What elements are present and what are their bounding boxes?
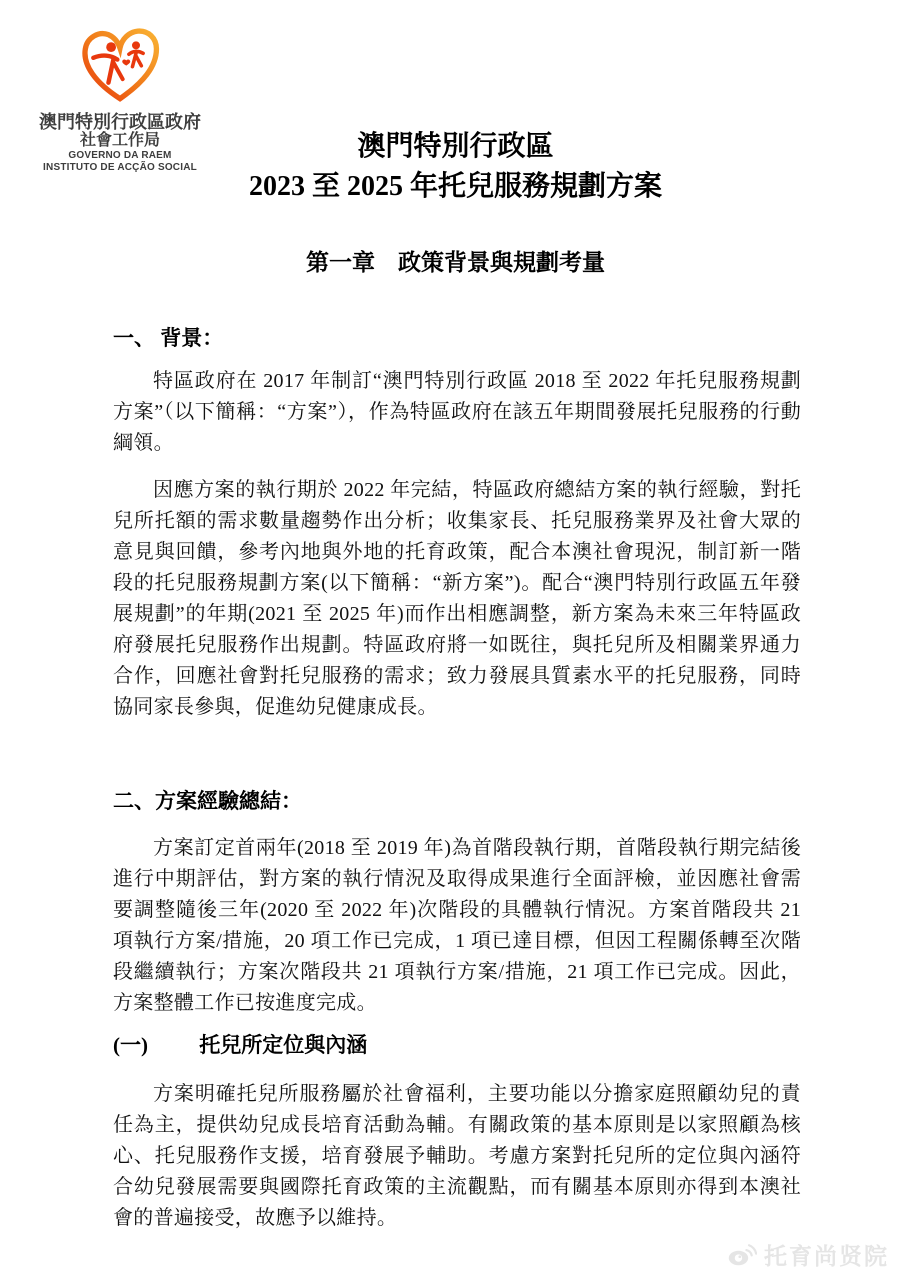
subsection-1-heading	[113, 1032, 801, 1058]
document-title-line1: 澳門特別行政區	[357, 131, 554, 162]
chapter-heading: 第一章 政策背景與規劃考量	[306, 250, 605, 275]
heart-logo-icon	[75, 24, 165, 104]
document-title	[0, 127, 911, 207]
document-title-line2: 2023 至 2025 年托兒服務規劃方案	[248, 171, 662, 202]
weibo-icon	[727, 1242, 757, 1267]
section-1-heading: 一、 背景：	[113, 326, 224, 350]
org-name-zh-line2: 社會工作局	[79, 132, 160, 149]
org-name-zh-line1: 澳門特別行政區政府	[39, 112, 201, 132]
watermark	[727, 1238, 889, 1271]
section-2-paragraph-1: 方案訂定首兩年(2018 至 2019 年)為首階段執行期，首階段執行期完結後進行中期評估，對方案的執行情況及取得成果進行全面評檢，並因應社會需要調整隨後三年(2020 至 2022 年)次階段的具體執行情況。方案首階段共 21 項執行方案/措施，20 項工作已完成，1 項已達目標，但因工程關係轉至次階段繼續執行；方案次階段共 21 項執行方案/措施，21 項工作已完成。因此，方案整體工作已按進度完成。	[113, 837, 801, 1014]
watermark-text: 托育尚贤院	[764, 1243, 889, 1269]
subsection-1-paragraph-1: 方案明確托兒所服務屬於社會福利，主要功能以分擔家庭照顧幼兒的責任為主，提供幼兒成長培育活動為輔。有關政策的基本原則是以家照顧為核心、托兒服務作支援，培育發展予輔助。考慮方案對托兒所的定位與內涵符合幼兒發展需要與國際托育政策的主流觀點，而有關基本原則亦得到本澳社會的普遍接受，故應予以維持。	[113, 1083, 801, 1229]
subsection-1-number: (一)	[113, 1033, 148, 1057]
section-1-paragraph-2: 因應方案的執行期於 2022 年完結，特區政府總結方案的執行經驗，對托兒所托額的需求數量趨勢作出分析；收集家長、托兒服務業界及社會大眾的意見與回饋，參考內地與外地的托育政策，配合本澳社會現況，制訂新一階段的托兒服務規劃方案(以下簡稱：“新方案”)。配合“澳門特別行政區五年發展規劃”的年期(2021 至 2025 年)而作出相應調整，新方案為未來三年特區政府發展托兒服務作出規劃。特區政府將一如既往，與托兒所及相關業界通力合作，回應社會對托兒服務的需求；致力發展具質素水平的托兒服務，同時協同家長參與，促進幼兒健康成長。	[113, 479, 801, 718]
org-name-pt-line1: GOVERNO DA RAEM	[68, 150, 172, 161]
subsection-1-title: 托兒所定位與內涵	[199, 1033, 368, 1057]
section-1-paragraph-1: 特區政府在 2017 年制訂“澳門特別行政區 2018 至 2022 年托兒服務規劃方案”（以下簡稱：“方案”），作為特區政府在該五年期間發展托兒服務的行動綱領。	[113, 370, 801, 454]
section-2-heading: 二、方案經驗總結：	[113, 789, 302, 813]
org-name-pt-line2: INSTITUTO DE ACÇÃO SOCIAL	[43, 161, 197, 173]
